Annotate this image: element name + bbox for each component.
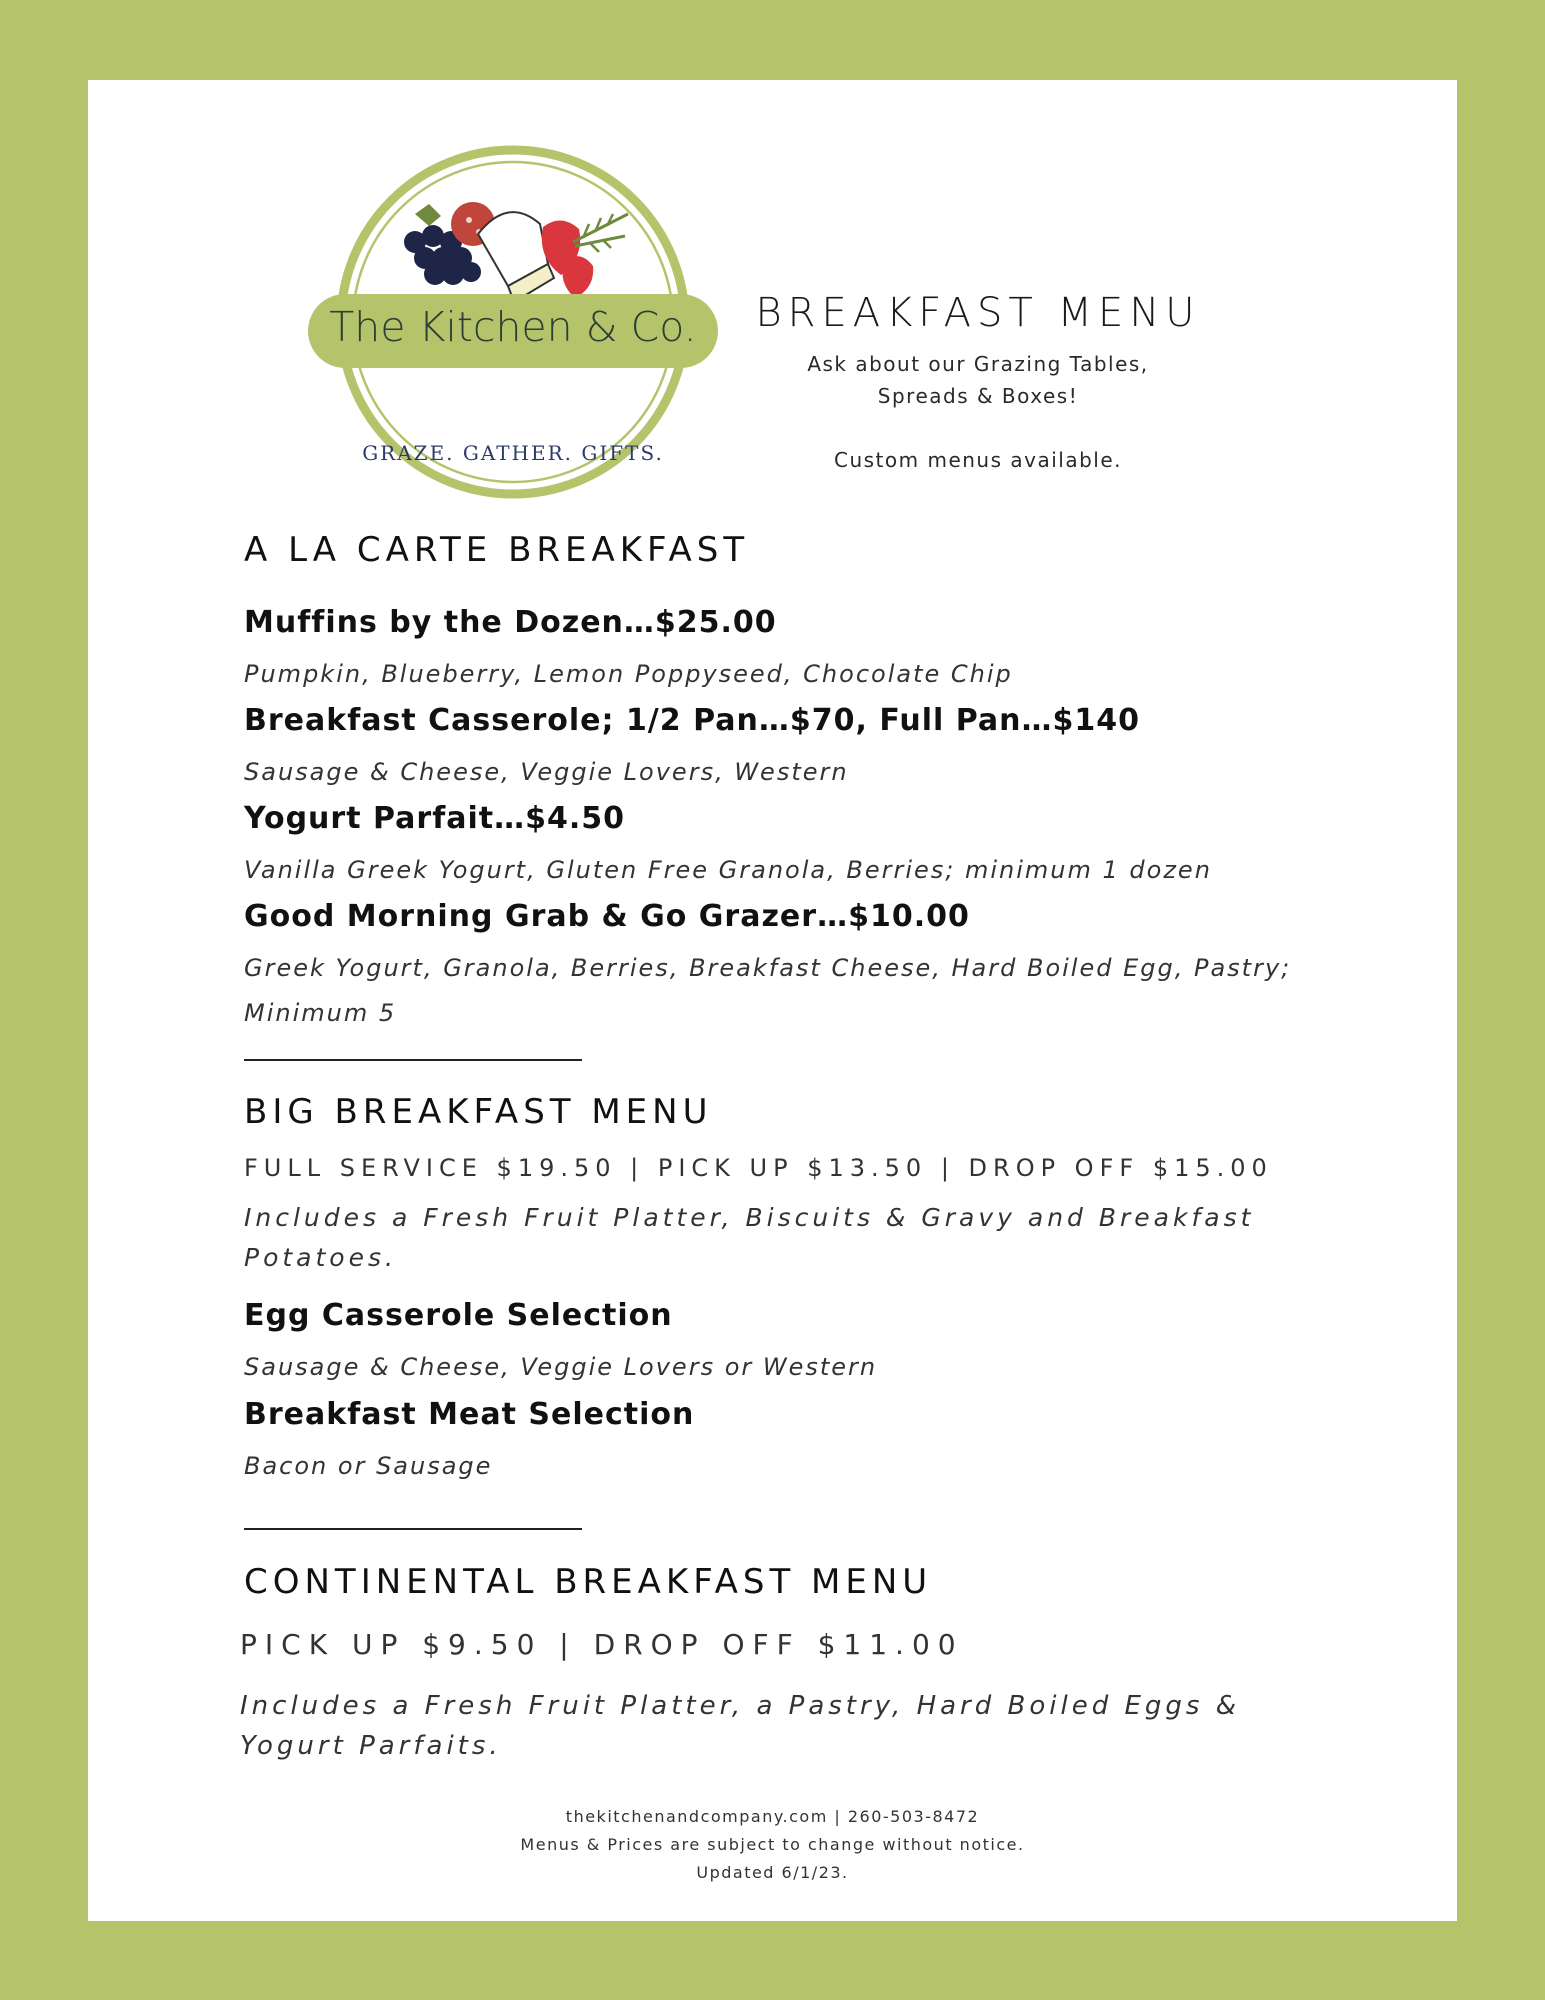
item-desc-muffins: Pumpkin, Blueberry, Lemon Poppyseed, Chocolate Chip [244,660,1013,688]
brand-logo [303,142,723,502]
item-title-parfait: Yogurt Parfait…$4.50 [244,801,626,836]
page-title: BREAKFAST MENU [755,290,1201,336]
footer-updated: Updated 6/1/23. [696,1863,849,1882]
item-title-grazer: Good Morning Grab & Go Grazer…$10.00 [244,899,970,934]
footer-notice: Menus & Prices are subject to change without notice. [520,1835,1025,1854]
item-desc-grazer: Greek Yogurt, Granola, Berries, Breakfast Cheese, Hard Boiled Egg, Pastry; Minimum 5 [244,954,1292,1027]
header-line-2: Spreads & Boxes! [877,384,1079,408]
section-divider [244,1528,582,1530]
menu-page [88,80,1457,1921]
item-desc-parfait: Vanilla Greek Yogurt, Gluten Free Granola, Berries; minimum 1 dozen [244,856,1212,884]
footer-contact: thekitchenandcompany.com | 260-503-8472 [565,1807,980,1826]
big-breakfast-prices: FULL SERVICE $19.50 | PICK UP $13.50 | DROP OFF $15.00 [244,1154,1273,1182]
section-heading-continental: CONTINENTAL BREAKFAST MENU [244,1562,933,1602]
section-heading-big-breakfast: BIG BREAKFAST MENU [244,1092,713,1132]
continental-prices: PICK UP $9.50 | DROP OFF $11.00 [240,1628,964,1661]
continental-includes: Includes a Fresh Fruit Platter, a Pastry, Hard Boiled Eggs & Yogurt Parfaits. [240,1691,1240,1761]
item-title-casserole: Breakfast Casserole; 1/2 Pan…$70, Full Pan…$140 [244,703,1140,738]
section-divider [244,1059,582,1061]
menu-header [728,290,1228,476]
brand-tagline: GRAZE. GATHER. GIFTS. [362,441,664,465]
brand-name: The Kitchen & Co. [329,303,697,351]
item-title-muffins: Muffins by the Dozen…$25.00 [244,605,777,640]
header-line-3: Custom menus available. [833,448,1123,472]
item-title-egg-casserole: Egg Casserole Selection [244,1298,673,1333]
header-line-1: Ask about our Grazing Tables, [807,352,1149,376]
section-heading-a-la-carte: A LA CARTE BREAKFAST [244,530,750,570]
big-breakfast-includes: Includes a Fresh Fruit Platter, Biscuits & Gravy and Breakfast Potatoes. [244,1203,1255,1272]
item-title-breakfast-meat: Breakfast Meat Selection [244,1397,695,1432]
item-desc-casserole: Sausage & Cheese, Veggie Lovers, Western [244,758,849,786]
item-desc-egg-casserole: Sausage & Cheese, Veggie Lovers or Western [244,1353,878,1381]
footer [88,1803,1457,1887]
item-desc-breakfast-meat: Bacon or Sausage [244,1452,493,1480]
